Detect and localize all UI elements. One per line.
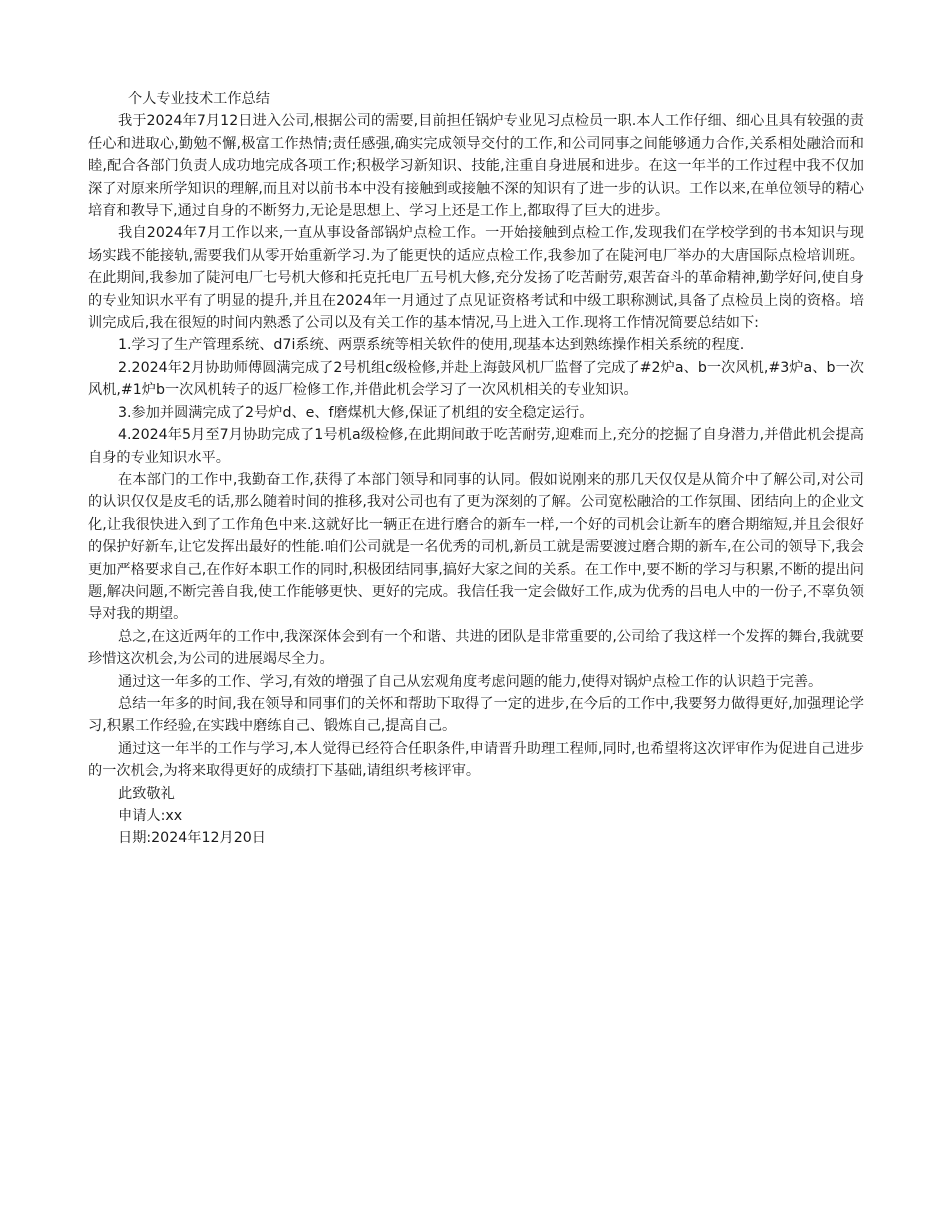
applicant-signature: 申请人:xx [118, 808, 183, 824]
list-item-3: 3.参加并圆满完成了2号炉d、e、f磨煤机大修,保证了机组的安全稳定运行。 [118, 404, 594, 421]
document-body [88, 88, 864, 850]
paragraph-department: 在本部门的工作中,我勤奋工作,获得了本部门领导和同事的认同。假如说刚来的那几天仅仅是从简介中了解公司,对公司的认识仅仅是皮毛的话,那么随着时间的推移,我对公司也有了更为深刻的了解。公司宽松融洽的工作氛围、团结向上的企业文化,让我很快进入到了工作角色中来.这就好比一辆正在进行磨合的新车一样,一个好的司机会让新车的磨合期缩短,并且会很好的保护好新车,让它发挥出最好的性能.咱们公司就是一名优秀的司机,新员工就是需要渡过磨合期的新车,在公司的领导下,我会更加严格要求自己,在作好本职工作的同时,积极团结同事,搞好大家之间的关系。在工作中,要不断的学习与积累,不断的提出问题,解决问题,不断完善自我,使工作能够更快、更好的完成。我信任我一定会做好工作,成为优秀的吕电人中的一份子,不辜负领导对我的期望。 [88, 471, 864, 623]
list-item-2: 2.2024年2月协助师傅圆满完成了2号机组c级检修,并赴上海鼓风机厂监督了完成了#2炉a、b一次风机,#3炉a、b一次风机,#1炉b一次风机转子的返厂检修工作,并借此机会学习了一次风机相关的专业知识。 [88, 359, 864, 399]
list-item-1: 1.学习了生产管理系统、d7i系统、两票系统等相关软件的使用,现基本达到熟练操作相关系统的程度. [118, 337, 745, 354]
paragraph-work-history: 我自2024年7月工作以来,一直从事设备部锅炉点检工作。一开始接触到点检工作,发现我们在学校学到的书本知识与现场实践不能接轨,需要我们从零开始重新学习.为了能更快的适应点检工作,我参加了在陡河电厂举办的大唐国际点检培训班。在此期间,我参加了陡河电厂七号机大修和托克托电厂五号机大修,充分发扬了吃苦耐劳,艰苦奋斗的革命精神,勤学好问,使自身的专业知识水平有了明显的提升,并且在2024年一月通过了点见证资格考试和中级工职称测试,具备了点检员上岗的资格。培训完成后,我在很短的时间内熟悉了公司以及有关工作的基本情况,马上进入工作.现将工作情况简要总结如下: [88, 225, 864, 332]
paragraph-summary: 总之,在这近两年的工作中,我深深体会到有一个和谐、共进的团队是非常重要的,公司给了我这样一个发挥的舞台,我就要珍惜这次机会,为公司的进展竭尽全力。 [88, 628, 864, 668]
paragraph-progress: 总结一年多的时间,我在领导和同事们的关怀和帮助下取得了一定的进步,在今后的工作中,我要努力做得更好,加强理论学习,积累工作经验,在实践中磨练自己、锻炼自己,提高自己。 [88, 695, 864, 735]
paragraph-learning: 通过这一年多的工作、学习,有效的增强了自己从宏观角度考虑问题的能力,使得对锅炉点检工作的认识趋于完善。 [118, 673, 823, 690]
document-title: 个人专业技术工作总结 [128, 91, 270, 107]
document-date: 日期:2024年12月20日 [118, 830, 266, 847]
paragraph-application: 通过这一年半的工作与学习,本人觉得已经符合任职条件,申请晋升助理工程师,同时,也希望将这次评审作为促进自己进步的一次机会,为将来取得更好的成绩打下基础,请组织考核评审。 [88, 740, 864, 780]
paragraph-intro: 我于2024年7月12日进入公司,根据公司的需要,目前担任锅炉专业见习点检员一职.本人工作仔细、细心且具有较强的责任心和进取心,勤勉不懈,极富工作热情;责任感强,确实完成领导交付的工作,和公司同事之间能够通力合作,关系相处融洽而和睦,配合各部门负责人成功地完成各项工作;积极学习新知识、技能,注重自身进展和进步。在这一年半的工作过程中我不仅加深了对原来所学知识的理解,而且对以前书本中没有接触到或接触不深的知识有了进一步的认识。工作以来,在单位领导的精心培育和教导下,通过自身的不断努力,无论是思想上、学习上还是工作上,都取得了巨大的进步。 [88, 113, 864, 220]
list-item-4: 4.2024年5月至7月协助完成了1号机a级检修,在此期间敢于吃苦耐劳,迎难而上,充分的挖掘了自身潜力,并借此机会提高自身的专业知识水平。 [88, 427, 864, 466]
closing-salutation: 此致敬礼 [118, 785, 175, 802]
